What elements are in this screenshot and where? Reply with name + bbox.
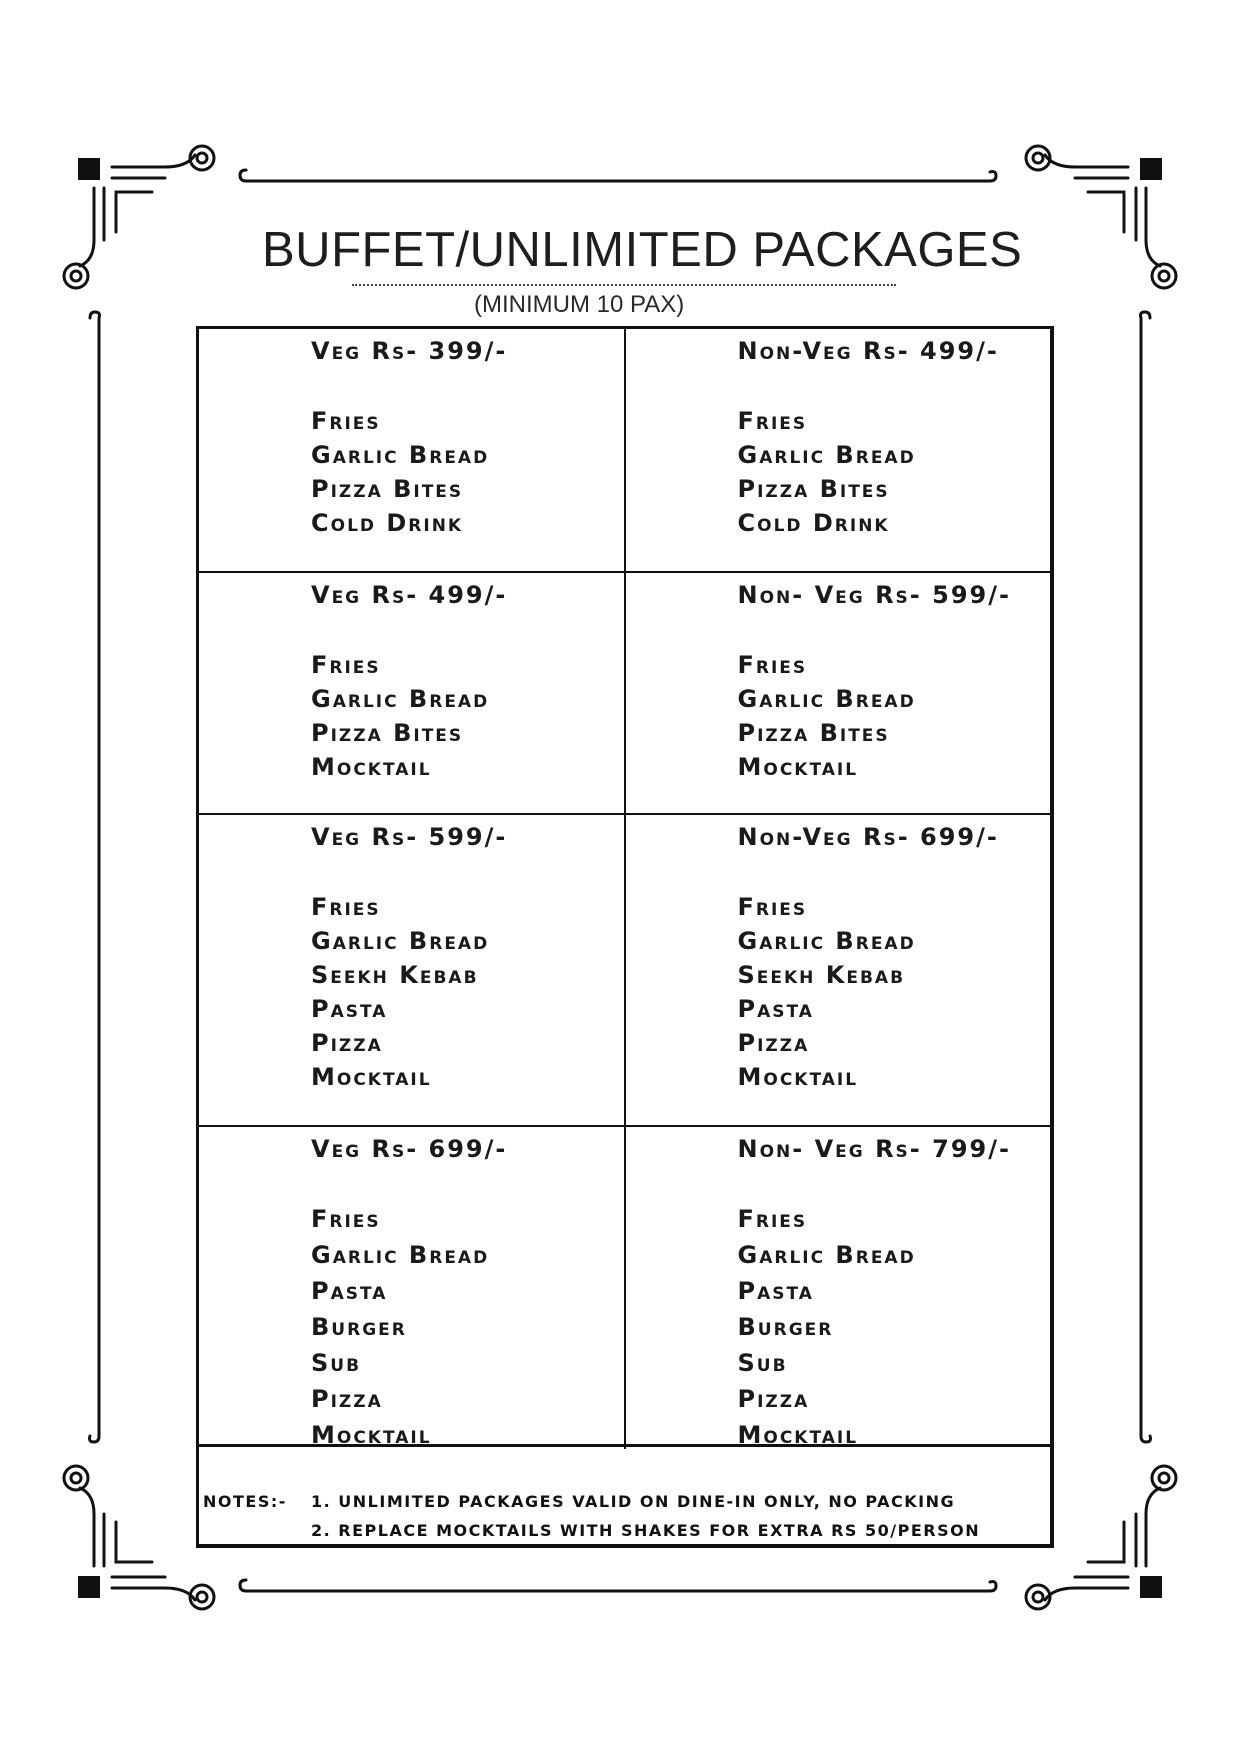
- package-title: Veg Rs- 599/-: [311, 823, 508, 851]
- packages-table: [196, 326, 1054, 1548]
- package-item: Garlic Bread: [737, 685, 916, 713]
- package-item: Pasta: [737, 1277, 814, 1305]
- page-title: BUFFET/UNLIMITED PACKAGES: [262, 223, 1023, 277]
- package-item: Pasta: [311, 1277, 388, 1305]
- package-item: Garlic Bread: [737, 441, 916, 469]
- title-underline: [352, 284, 896, 286]
- package-title: Veg Rs- 399/-: [311, 337, 508, 365]
- package-item: Mocktail: [737, 1063, 859, 1091]
- package-row: [199, 1125, 1050, 1449]
- package-item: Fries: [311, 407, 381, 435]
- package-title: Non- Veg Rs- 599/-: [737, 581, 1011, 609]
- package-item: Sub: [311, 1349, 362, 1377]
- package-cell-right: [626, 329, 1051, 571]
- package-item: Burger: [737, 1313, 834, 1341]
- package-item: Fries: [737, 1205, 808, 1233]
- package-item: Burger: [311, 1313, 407, 1341]
- note-line: 2. REPLACE MOCKTAILS WITH SHAKES FOR EXTRA RS 50/PERSON: [311, 1521, 981, 1540]
- package-cell-right: [626, 573, 1051, 815]
- package-item: Pasta: [311, 995, 388, 1023]
- notes-section: [199, 1444, 1050, 1544]
- package-title: Non-Veg Rs- 699/-: [737, 823, 999, 851]
- package-item: Cold Drink: [737, 509, 890, 537]
- package-item: Mocktail: [311, 1421, 432, 1449]
- package-item: Mocktail: [737, 1421, 859, 1449]
- package-row: [199, 571, 1050, 815]
- package-item: Pizza Bites: [311, 719, 464, 747]
- package-item: Mocktail: [737, 753, 859, 781]
- package-cell-right: [626, 815, 1051, 1127]
- notes-label: NOTES:-: [203, 1492, 287, 1511]
- package-item: Sub: [737, 1349, 788, 1377]
- package-item: Pizza Bites: [311, 475, 464, 503]
- package-item: Pasta: [737, 995, 814, 1023]
- package-item: Pizza Bites: [737, 475, 890, 503]
- package-item: Seekh Kebab: [311, 961, 479, 989]
- package-title: Veg Rs- 699/-: [311, 1135, 508, 1163]
- package-item: Cold Drink: [311, 509, 464, 537]
- package-item: Fries: [311, 651, 381, 679]
- package-item: Mocktail: [311, 1063, 432, 1091]
- package-title: Veg Rs- 499/-: [311, 581, 508, 609]
- package-row: [199, 813, 1050, 1127]
- package-item: Garlic Bread: [737, 1241, 916, 1269]
- package-row: [199, 329, 1050, 571]
- package-item: Garlic Bread: [311, 927, 490, 955]
- package-item: Garlic Bread: [311, 441, 490, 469]
- package-item: Garlic Bread: [311, 1241, 490, 1269]
- package-cell-left: [199, 329, 626, 571]
- package-item: Pizza: [311, 1029, 383, 1057]
- package-cell-left: [199, 815, 626, 1127]
- package-item: Fries: [311, 893, 381, 921]
- package-cell-right: [626, 1127, 1051, 1449]
- package-item: Pizza: [311, 1385, 383, 1413]
- package-title: Non- Veg Rs- 799/-: [737, 1135, 1011, 1163]
- package-cell-left: [199, 1127, 626, 1449]
- package-item: Fries: [311, 1205, 381, 1233]
- package-item: Seekh Kebab: [737, 961, 906, 989]
- package-item: Pizza Bites: [737, 719, 890, 747]
- package-item: Garlic Bread: [737, 927, 916, 955]
- package-title: Non-Veg Rs- 499/-: [737, 337, 999, 365]
- package-item: Pizza: [737, 1029, 810, 1057]
- note-line: 1. UNLIMITED PACKAGES VALID ON DINE-IN ONLY, NO PACKING: [311, 1492, 956, 1511]
- package-item: Garlic Bread: [311, 685, 490, 713]
- package-item: Fries: [737, 893, 808, 921]
- package-item: Fries: [737, 407, 808, 435]
- package-item: Mocktail: [311, 753, 432, 781]
- package-item: Pizza: [737, 1385, 810, 1413]
- package-item: Fries: [737, 651, 808, 679]
- page-subtitle: (MINIMUM 10 PAX): [474, 291, 685, 318]
- package-cell-left: [199, 573, 626, 815]
